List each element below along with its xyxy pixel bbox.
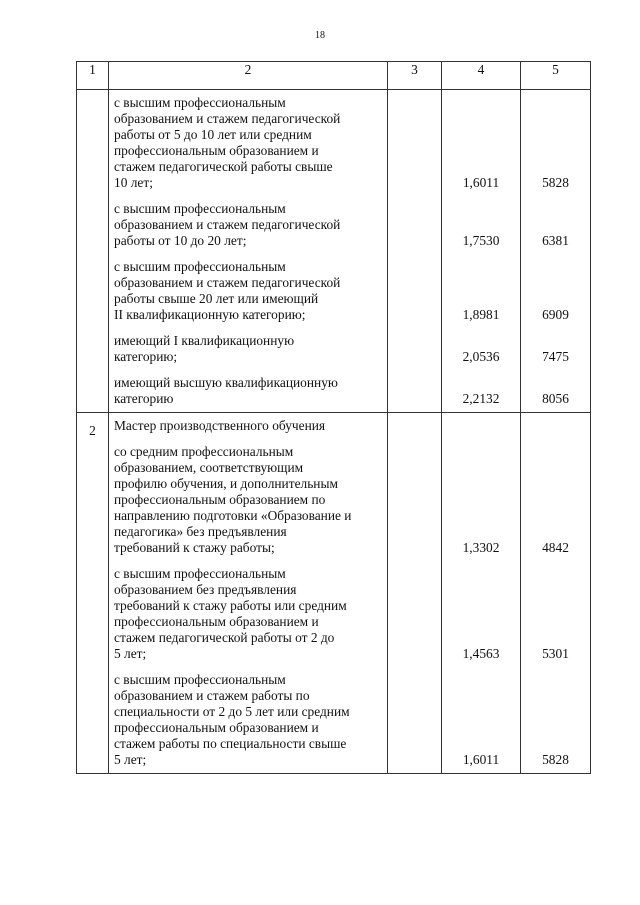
- empty-block: [388, 333, 441, 365]
- coefficient-cell: [442, 413, 521, 774]
- qualification-line: стажем педагогической работы от 2 до: [114, 630, 335, 645]
- salary-value: 4842: [542, 540, 569, 555]
- qualification-line: 5 лет;: [114, 752, 147, 767]
- salary-value: 6381: [542, 233, 569, 248]
- spacer: [388, 418, 441, 434]
- salary-value-block: [521, 259, 590, 323]
- coefficient-value-block: [442, 259, 520, 323]
- qualification-block: [114, 95, 383, 191]
- coefficient-value-block: [442, 444, 520, 556]
- qualification-line: профилю обучения, и дополнительным: [114, 476, 338, 491]
- coefficient-value: 1,4563: [462, 646, 500, 661]
- qualification-block: [114, 333, 383, 365]
- empty-block: [388, 95, 441, 191]
- qualification-line: требований к стажу работы или средним: [114, 598, 347, 613]
- qualification-line: 10 лет;: [114, 175, 153, 190]
- empty-block: [388, 259, 441, 323]
- salary-value-block: [521, 672, 590, 768]
- coefficient-cell: [442, 90, 521, 413]
- salary-value-block: [521, 333, 590, 365]
- qualification-line: работы от 5 до 10 лет или средним: [114, 127, 312, 142]
- qualification-line: стажем педагогической работы свыше: [114, 159, 333, 174]
- salary-value-block: [521, 444, 590, 556]
- header-cell: 4: [442, 62, 521, 90]
- coefficient-value-block: [442, 333, 520, 365]
- salary-value-block: [521, 95, 590, 191]
- qualification-line: образованием и стажем педагогической: [114, 275, 341, 290]
- qualification-block: [114, 672, 383, 768]
- qualification-line: имеющий высшую квалификационную: [114, 375, 338, 390]
- coefficient-value-block: [442, 672, 520, 768]
- qualification-line: работы от 10 до 20 лет;: [114, 233, 247, 248]
- qualification-line: имеющий I квалификационную: [114, 333, 295, 348]
- row-number-cell: [77, 90, 109, 413]
- salary-value: 6909: [542, 307, 569, 322]
- qualification-line: требований к стажу работы;: [114, 540, 275, 555]
- empty-block: [388, 672, 441, 768]
- coefficient-value: 2,0536: [462, 349, 500, 364]
- qualification-block: [114, 201, 383, 249]
- qualification-line: со средним профессиональным: [114, 444, 294, 459]
- header-cell: 1: [77, 62, 109, 90]
- qualification-line: образованием и стажем педагогической: [114, 111, 341, 126]
- qualification-line: профессиональным образованием и: [114, 720, 319, 735]
- qualification-line: с высшим профессиональным: [114, 259, 286, 274]
- qualification-line: профессиональным образованием и: [114, 614, 319, 629]
- qualification-line: с высшим профессиональным: [114, 95, 286, 110]
- salary-value: 5828: [542, 752, 569, 767]
- coefficient-value: 1,3302: [462, 540, 500, 555]
- description-cell: [109, 413, 388, 774]
- qualification-line: категорию: [114, 391, 174, 406]
- header-cell: 2: [109, 62, 388, 90]
- qualification-block: [114, 375, 383, 407]
- qualification-line: с высшим профессиональным: [114, 566, 286, 581]
- spacer: [442, 418, 520, 434]
- qualification-line: направлению подготовки «Образование и: [114, 508, 352, 523]
- table-row: [77, 413, 591, 774]
- coefficient-value: 1,6011: [462, 752, 500, 767]
- empty-cell: [388, 90, 442, 413]
- empty-block: [388, 201, 441, 249]
- qualification-line: образованием и стажем педагогической: [114, 217, 341, 232]
- qualification-line: категорию;: [114, 349, 178, 364]
- coefficient-value-block: [442, 375, 520, 407]
- empty-block: [388, 444, 441, 556]
- coefficient-value: 2,2132: [462, 391, 500, 406]
- empty-cell: [388, 413, 442, 774]
- coefficient-value-block: [442, 95, 520, 191]
- empty-block: [388, 375, 441, 407]
- row-number-cell: 2: [77, 413, 109, 774]
- qualification-line: профессиональным образованием по: [114, 492, 326, 507]
- qualification-block: [114, 259, 383, 323]
- qualification-block: [114, 444, 383, 556]
- coefficient-value: 1,6011: [462, 175, 500, 190]
- qualification-line: педагогика» без предъявления: [114, 524, 287, 539]
- qualification-line: II квалификационную категорию;: [114, 307, 306, 322]
- qualification-line: с высшим профессиональным: [114, 672, 286, 687]
- qualification-line: профессиональным образованием и: [114, 143, 319, 158]
- salary-value-block: [521, 566, 590, 662]
- header-cell: 3: [388, 62, 442, 90]
- coefficient-value: 1,7530: [462, 233, 500, 248]
- qualification-block: [114, 566, 383, 662]
- salary-value: 5828: [542, 175, 569, 190]
- salary-value: 5301: [542, 646, 569, 661]
- header-cell: 5: [521, 62, 591, 90]
- qualification-line: с высшим профессиональным: [114, 201, 286, 216]
- salary-value: 7475: [542, 349, 569, 364]
- qualification-line: стажем работы по специальности свыше: [114, 736, 347, 751]
- salary-cell: [521, 90, 591, 413]
- coefficient-value-block: [442, 201, 520, 249]
- salary-cell: [521, 413, 591, 774]
- position-title-text: Мастер производственного обучения: [114, 418, 326, 433]
- salary-table: [76, 61, 591, 774]
- qualification-line: специальности от 2 до 5 лет или средним: [114, 704, 350, 719]
- table-header-row: [77, 62, 591, 90]
- coefficient-value: 1,8981: [462, 307, 500, 322]
- coefficient-value-block: [442, 566, 520, 662]
- table-row: [77, 90, 591, 413]
- spacer: [521, 418, 590, 434]
- description-cell: [109, 90, 388, 413]
- salary-value-block: [521, 201, 590, 249]
- position-title: [114, 418, 383, 434]
- qualification-line: работы свыше 20 лет или имеющий: [114, 291, 319, 306]
- qualification-line: 5 лет;: [114, 646, 147, 661]
- empty-block: [388, 566, 441, 662]
- qualification-line: образованием, соответствующим: [114, 460, 304, 475]
- salary-value-block: [521, 375, 590, 407]
- page-number: 18: [315, 30, 325, 41]
- qualification-line: образованием и стажем работы по: [114, 688, 310, 703]
- qualification-line: образованием без предъявления: [114, 582, 297, 597]
- salary-value: 8056: [542, 391, 569, 406]
